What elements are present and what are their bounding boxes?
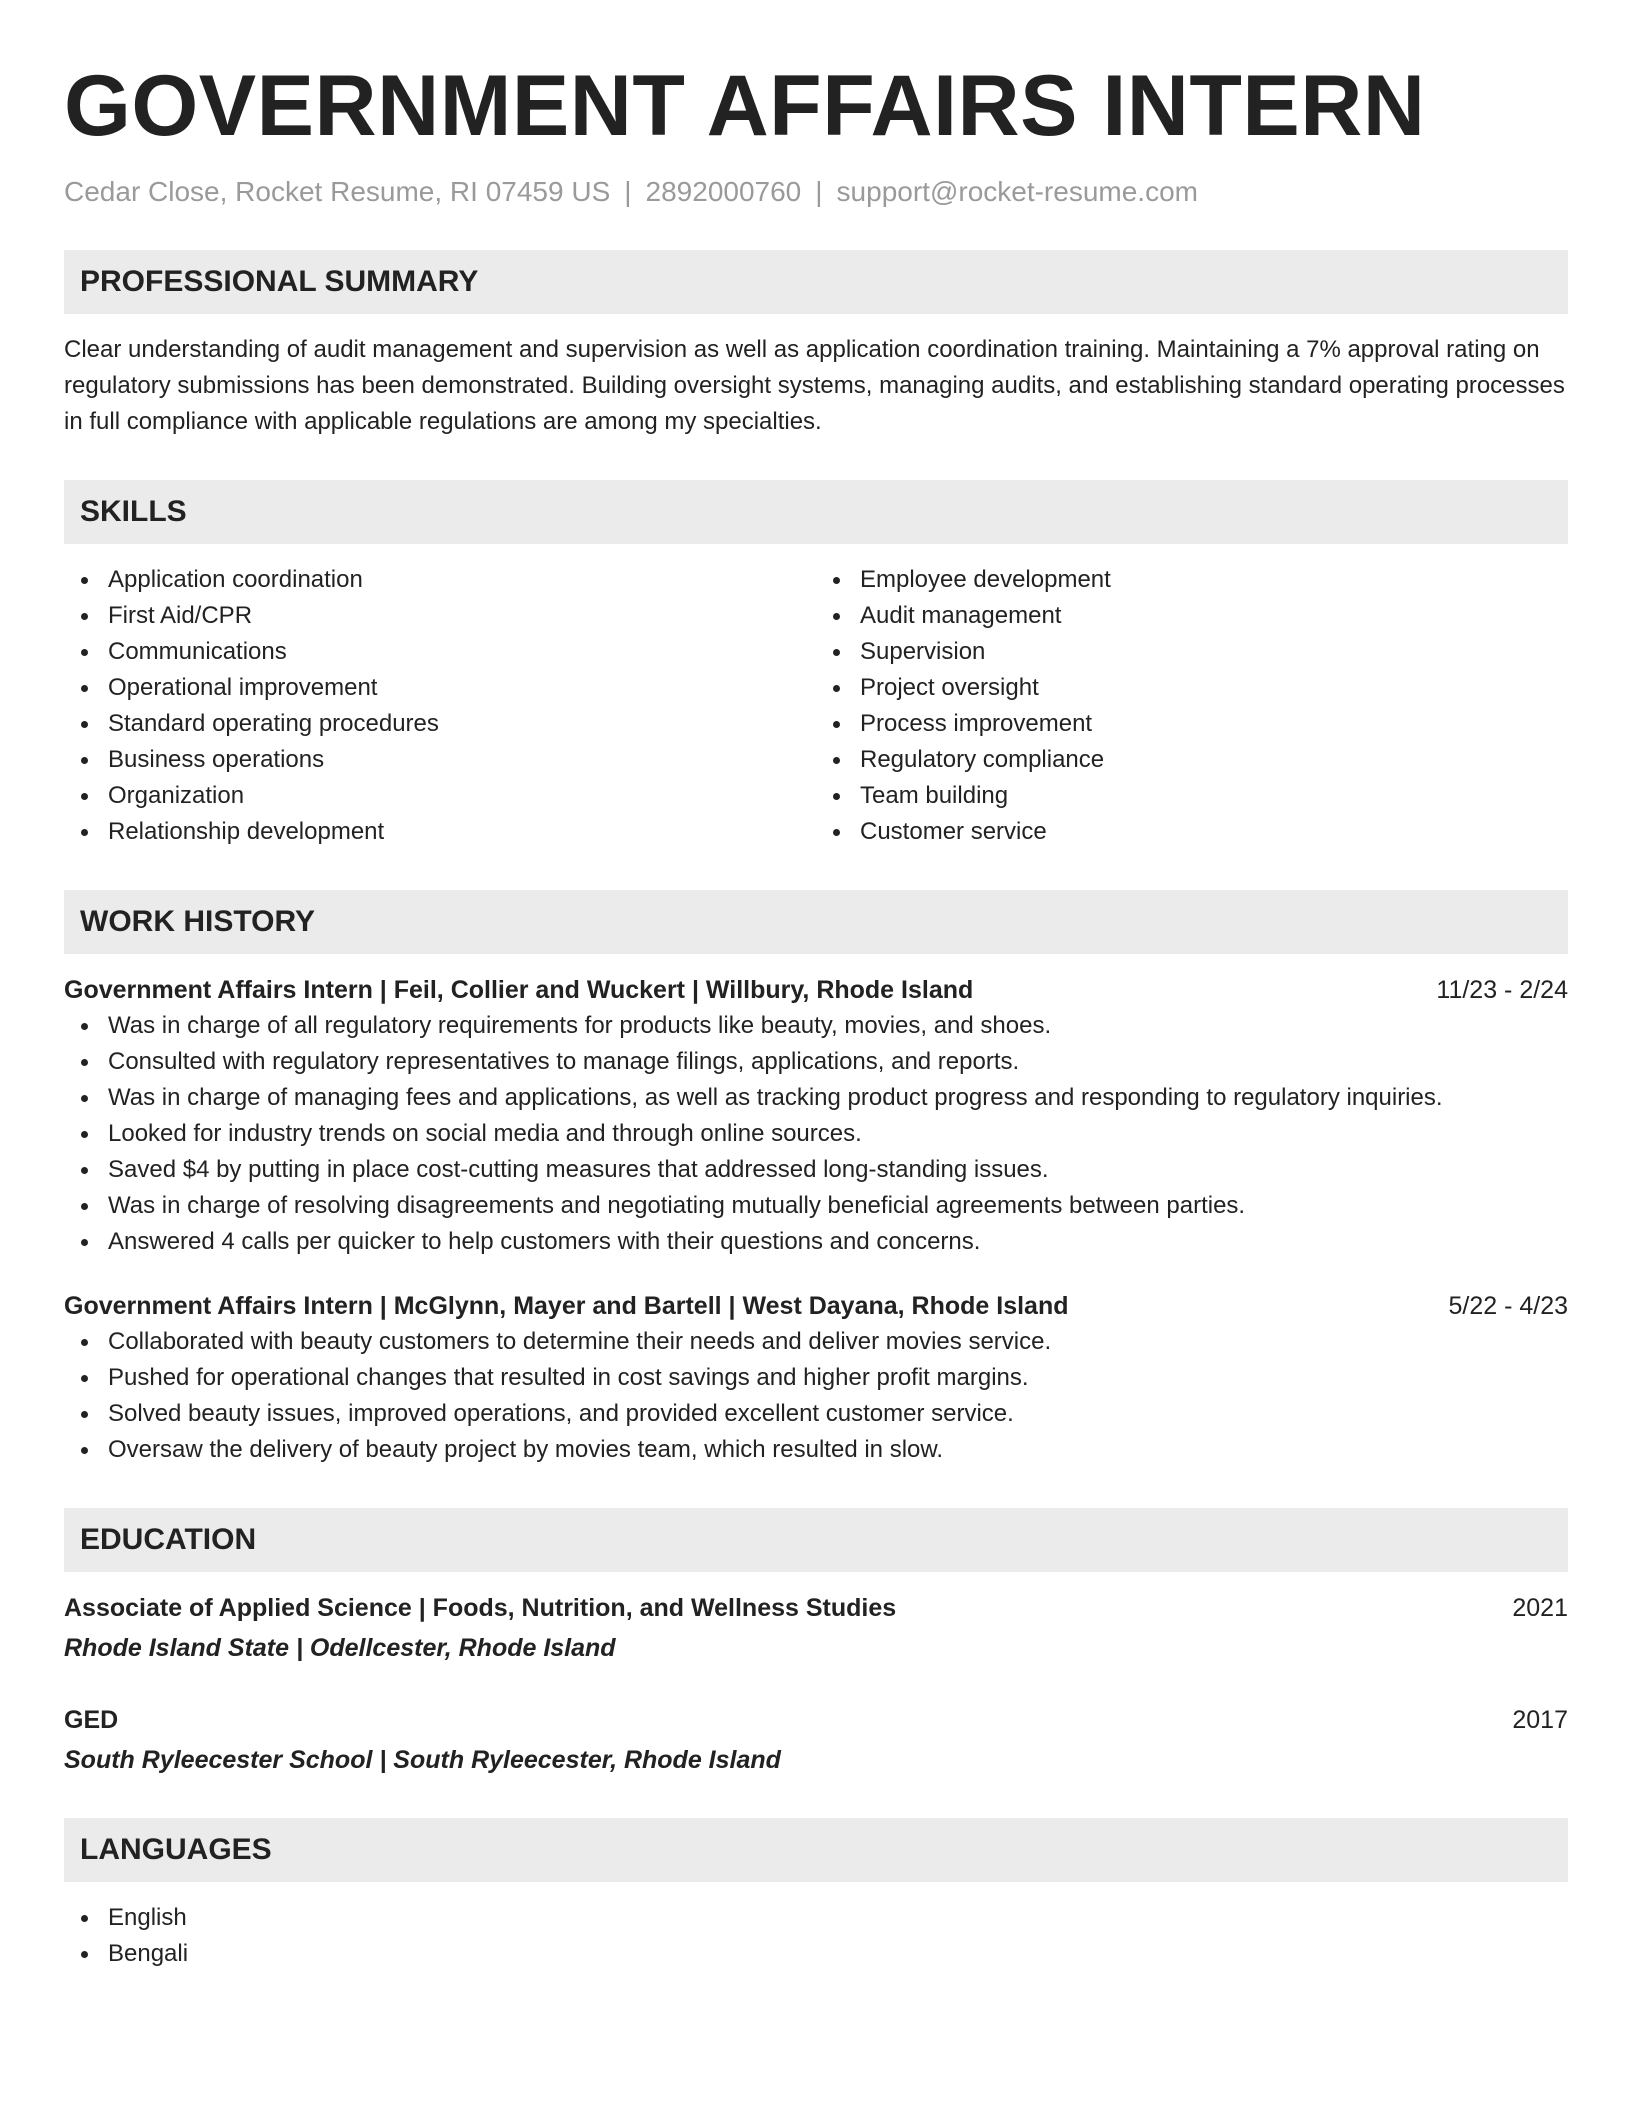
contact-phone: 2892000760 <box>645 176 802 207</box>
education-school: Rhode Island State | Odellcester, Rhode Island <box>64 1634 616 1662</box>
skill-item: Regulatory compliance <box>816 742 1568 778</box>
job-bullet: Oversaw the delivery of beauty project by movies team, which resulted in slow. <box>64 1432 1568 1468</box>
skills-columns <box>64 562 1568 850</box>
skill-item: Team building <box>816 778 1568 814</box>
skill-item: Process improvement <box>816 706 1568 742</box>
contact-line <box>64 174 1568 210</box>
education-section <box>64 1508 1568 1778</box>
skill-item: Project oversight <box>816 670 1568 706</box>
skill-item: Relationship development <box>64 814 816 850</box>
job-bullet: Consulted with regulatory representatives to manage filings, applications, and reports. <box>64 1044 1568 1080</box>
languages-list <box>64 1900 1568 1972</box>
contact-address: Cedar Close, Rocket Resume, RI 07459 US <box>64 176 611 207</box>
skill-item: Communications <box>64 634 816 670</box>
skill-item: Business operations <box>64 742 816 778</box>
skills-right-list <box>816 562 1568 850</box>
skill-item: Employee development <box>816 562 1568 598</box>
resume-name: GOVERNMENT AFFAIRS INTERN <box>64 58 1426 154</box>
education-school: South Ryleecester School | South Ryleecester, Rhode Island <box>64 1746 781 1774</box>
job-bullets <box>64 1008 1568 1260</box>
skill-item: Application coordination <box>64 562 816 598</box>
job-bullet: Looked for industry trends on social media and through online sources. <box>64 1116 1568 1152</box>
skills-section <box>64 480 1568 850</box>
section-heading: LANGUAGES <box>64 1818 1568 1882</box>
skill-item: Supervision <box>816 634 1568 670</box>
job-bullet: Was in charge of all regulatory requirements for products like beauty, movies, and shoes. <box>64 1008 1568 1044</box>
job-bullet: Saved $4 by putting in place cost-cutting measures that addressed long-standing issues. <box>64 1152 1568 1188</box>
job-title: Government Affairs Intern | McGlynn, Mayer and Bartell | West Dayana, Rhode Island <box>64 1292 1069 1320</box>
job-bullet: Solved beauty issues, improved operations, and provided excellent customer service. <box>64 1396 1568 1432</box>
summary-section <box>64 250 1568 440</box>
work-history-section <box>64 890 1568 1468</box>
education-degree: Associate of Applied Science | Foods, Nutrition, and Wellness Studies <box>64 1594 897 1622</box>
education-entry <box>64 1590 1568 1666</box>
summary-text: Clear understanding of audit management and supervision as well as application coordination training. Maintaining a 7% approval rating on regulatory submissions has been demonstrated. Building oversight systems, managing audits, and establishing standard operating processes in full compliance with applicable regulations are among my specialties. <box>64 336 1565 435</box>
education-year: 2017 <box>1512 1706 1568 1734</box>
job-bullet: Collaborated with beauty customers to determine their needs and deliver movies service. <box>64 1324 1568 1360</box>
job-entry <box>64 1288 1568 1468</box>
section-heading: SKILLS <box>64 480 1568 544</box>
language-item: Bengali <box>64 1936 1568 1972</box>
job-bullet: Was in charge of managing fees and applications, as well as tracking product progress and responding to regulatory inquiries. <box>64 1080 1568 1116</box>
education-year: 2021 <box>1512 1594 1568 1622</box>
skill-item: Customer service <box>816 814 1568 850</box>
skills-left-list <box>64 562 816 850</box>
job-bullet: Pushed for operational changes that resulted in cost savings and higher profit margins. <box>64 1360 1568 1396</box>
job-bullet: Was in charge of resolving disagreements and negotiating mutually beneficial agreements between parties. <box>64 1188 1568 1224</box>
contact-email: support@rocket-resume.com <box>836 176 1198 207</box>
skill-item: First Aid/CPR <box>64 598 816 634</box>
job-dates: 11/23 - 2/24 <box>1436 976 1568 1004</box>
skill-item: Organization <box>64 778 816 814</box>
skill-item: Standard operating procedures <box>64 706 816 742</box>
job-entry <box>64 972 1568 1260</box>
contact-separator: | <box>815 176 823 207</box>
skill-item: Operational improvement <box>64 670 816 706</box>
section-heading: PROFESSIONAL SUMMARY <box>64 250 1568 314</box>
education-entry <box>64 1702 1568 1778</box>
skill-item: Audit management <box>816 598 1568 634</box>
language-item: English <box>64 1900 1568 1936</box>
education-degree: GED <box>64 1706 119 1734</box>
job-title: Government Affairs Intern | Feil, Collier and Wuckert | Willbury, Rhode Island <box>64 976 974 1004</box>
job-bullet: Answered 4 calls per quicker to help customers with their questions and concerns. <box>64 1224 1568 1260</box>
job-dates: 5/22 - 4/23 <box>1448 1292 1568 1320</box>
section-heading: WORK HISTORY <box>64 890 1568 954</box>
languages-section <box>64 1818 1568 1972</box>
contact-separator: | <box>624 176 632 207</box>
job-bullets <box>64 1324 1568 1468</box>
section-heading: EDUCATION <box>64 1508 1568 1572</box>
